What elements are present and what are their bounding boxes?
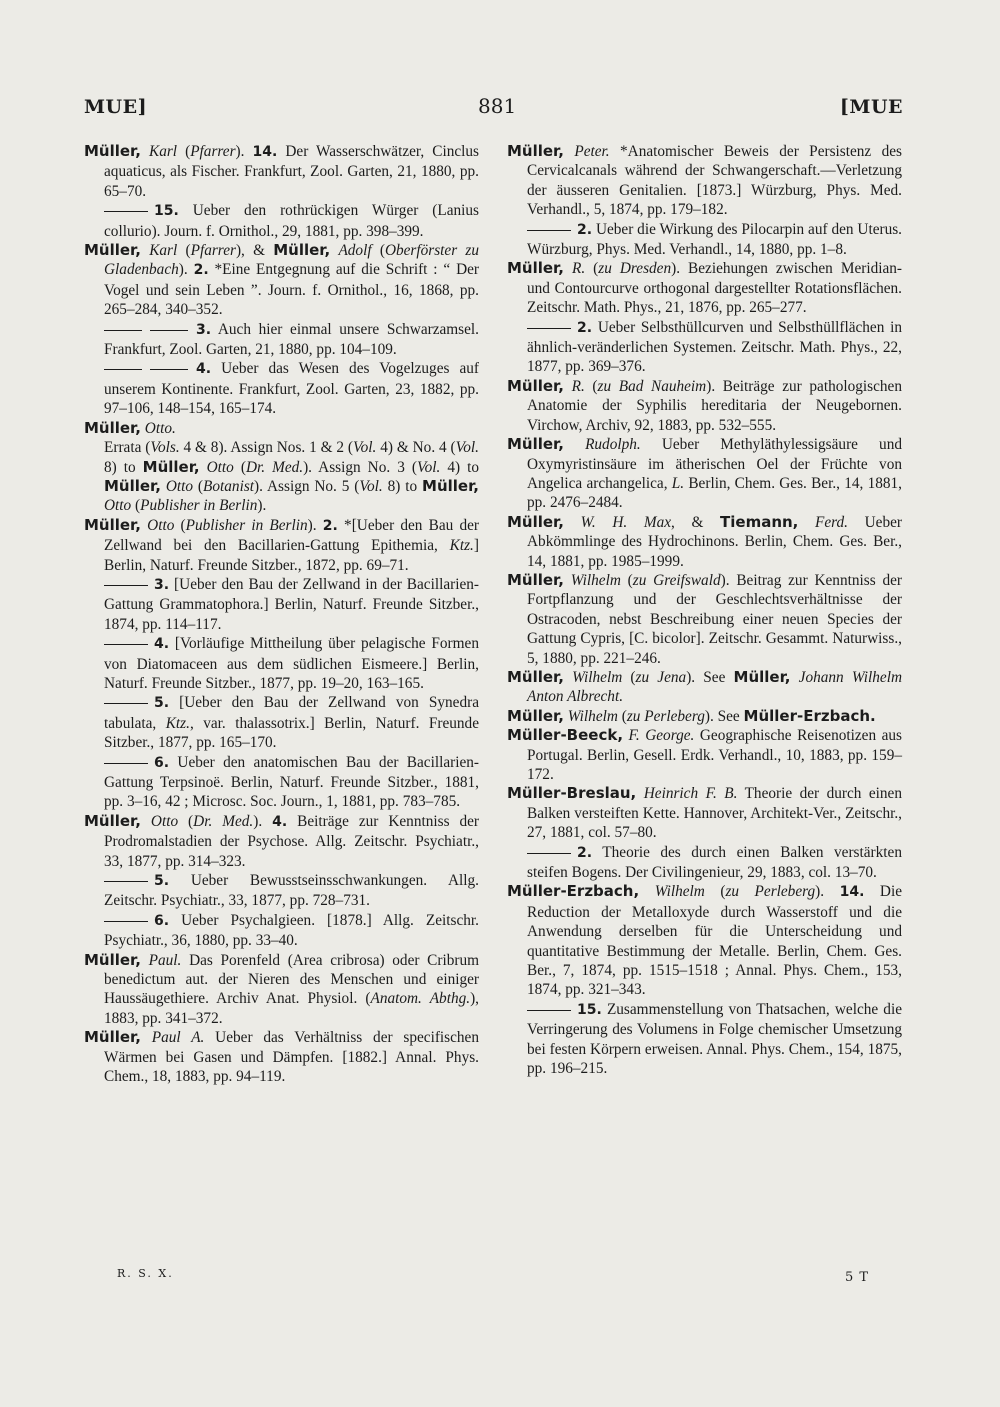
author-name: Müller, bbox=[507, 570, 564, 589]
entry-number: 5. bbox=[154, 873, 170, 890]
entry-text: Wilhelm (zu Greifswald). Beitrag zur Kenntniss der Fortpflanzung und der Geschlechtsverhältnisse der Ostracoden, nebst Beschreibung einer neuen Species der Gattung Cypris, [C. bicolor]. Zeitschr. Gesammt. Naturwiss., 5, 1880, pp. 221–246. bbox=[527, 571, 902, 667]
author-name: Müller, bbox=[84, 142, 141, 160]
entry-text: Ueber Psychalgieen. [1878.] Allg. Zeitschr. Psychiatr., 36, 1880, pp. 33–40. bbox=[104, 911, 479, 950]
author-name: Müller-Breslau, bbox=[507, 784, 637, 803]
author-name: Müller, bbox=[507, 512, 564, 531]
bibliography-entry bbox=[507, 707, 902, 726]
bibliography-subentry bbox=[84, 575, 479, 634]
entry-number: 4. bbox=[196, 361, 212, 378]
ditto-dash bbox=[527, 1010, 571, 1011]
author-name: Müller, bbox=[507, 259, 564, 278]
entry-text: Ueber die Wirkung des Pilocarpin auf den Uterus. Würzburg, Phys. Med. Verhandl., 14, 1880, pp. 1–8. bbox=[527, 220, 903, 259]
entry-text: Paul. Das Porenfeld (Area cribrosa) oder Cribrum benedictum aut. der Nieren des Menschen und einiger Haussäugethiere. Archiv Anat. Physiol. (Anatom. Abthg.), 1883, pp. 341–372. bbox=[104, 951, 479, 1027]
entry-number: 3. bbox=[154, 576, 170, 593]
entry-text: F. George. Geographische Reisenotizen aus Portugal. Berlin, Gesell. Erdk. Verhandl., 10, 1883, pp. 159–172. bbox=[527, 727, 902, 783]
bibliography-subentry bbox=[507, 318, 902, 377]
entry-number: 2. bbox=[577, 844, 593, 861]
bibliography-subentry bbox=[84, 634, 479, 693]
entry-text: Otto (Publisher in Berlin). 2. *[Ueber den Bau der Zellwand bei den Bacillarien-Gattung Epithemia, Ktz.] Berlin, Naturf. Freunde Sitzber., 1872, pp. 69–71. bbox=[104, 516, 480, 574]
entry-text: Wilhelm (zu Jena). See Müller, Johann Wilhelm Anton Albrecht. bbox=[527, 667, 902, 706]
bibliography-entry bbox=[507, 513, 902, 571]
author-name: Müller, bbox=[507, 376, 564, 395]
entry-text: Paul A. Ueber das Verhältniss der specifischen Wärmen bei Gasen und Dämpfen. [1882.] Annal. Phys. Chem., 18, 1883, pp. 94–119. bbox=[104, 1029, 479, 1086]
entry-text: Karl (Pfarrer), & Müller, Adolf (Oberförster zu Gladenbach). 2. *Eine Entgegnung auf die Schrift : “ Der Vogel und sein Leben ”. Journ. f. Ornithol., 16, 1868, pp. 265–284, 340–352. bbox=[104, 241, 480, 319]
running-head-left: MUE] bbox=[84, 96, 148, 118]
bibliography-subentry bbox=[84, 911, 479, 951]
entry-text: Ueber den anatomischen Bau der Bacillarien-Gattung Terpsinoë. Berlin, Naturf. Freunde Sitzber., 1881, pp. 3–16, 42 ; Microsc. Soc. Journ., 1, 1881, pp. 783–785. bbox=[104, 753, 479, 811]
bibliography-subentry bbox=[84, 753, 479, 812]
ditto-dash bbox=[150, 369, 188, 370]
entry-text: Auch hier einmal unsere Schwarzamsel. Frankfurt, Zool. Garten, 21, 1880, pp. 104–109. bbox=[104, 320, 480, 359]
bibliography-subentry bbox=[84, 871, 479, 911]
entry-number: 5. bbox=[154, 695, 170, 712]
entry-number: 15. bbox=[154, 203, 179, 220]
entry-text: Errata (Vols. 4 & 8). Assign Nos. 1 & 2 (Vol. 4) & No. 4 (Vol. 8) to Müller, Otto (Dr. Med.). Assign No. 3 (Vol. 4) to Müller, Otto (Botanist). Assign No. 5 (Vol. 8) to Müller, Otto (Publisher in Berlin). bbox=[104, 439, 479, 515]
bibliography-subentry bbox=[84, 693, 479, 752]
entry-text: R. (zu Dresden). Beziehungen zwischen Meridian- und Contourcurve orthogonal dargestellter Rotationsflächen. Zeitschr. Math. Phys., 21, 1876, pp. 265–277. bbox=[527, 260, 903, 317]
page-number: 881 bbox=[478, 94, 517, 118]
entry-number: 15. bbox=[577, 1001, 602, 1018]
entry-number: 2. bbox=[577, 319, 593, 336]
entry-text: Otto (Dr. Med.). 4. Beiträge zur Kenntniss der Prodromalstadien der Psychose. Allg. Zeitschr. Psychiatr., 33, 1877, pp. 314–323. bbox=[104, 812, 480, 870]
bibliography-entry bbox=[84, 142, 479, 201]
ditto-dash bbox=[527, 853, 571, 854]
entry-number: 3. bbox=[196, 321, 212, 338]
author-name: Müller, bbox=[84, 515, 141, 534]
entry-text: Wilhelm (zu Perleberg). 14. Die Reduction der Metalloxyde durch Wasserstoff und die Anwendung derselben für die Unterscheidung und quantitative Bestimmung der Metalle. Berlin, Chem. Ges. Ber., 7, 1874, pp. 1515–1518 ; Annal. Phys. Chem., 153, 1874, pp. 321–343. bbox=[527, 883, 903, 999]
entry-text: Peter. *Anatomischer Beweis der Persistenz des Cervicalcanals während der Schwangerschaft.—Verletzung der äusseren Genitalien. [1873.] Würzburg, Phys. Med. Verhandl., 5, 1874, pp. 179–182. bbox=[527, 143, 902, 219]
entry-text: [Ueber den Bau der Zellwand in der Bacillarien-Gattung Grammatophora.] Berlin, Naturf. Freunde Sitzber., 1874, pp. 114–117. bbox=[104, 575, 479, 633]
author-name: Müller, bbox=[507, 706, 564, 725]
entry-text: R. (zu Bad Nauheim). Beiträge zur pathologischen Anatomie der Syphilis hereditaria der Neugebornen. Virchow, Archiv, 92, 1883, pp. 532–555. bbox=[527, 377, 902, 434]
bibliography-subentry bbox=[507, 843, 902, 883]
author-name: Müller, bbox=[84, 950, 141, 969]
bibliography-entry bbox=[507, 571, 902, 668]
bibliography-entry bbox=[84, 812, 479, 871]
entry-text: Ueber den rothrückigen Würger (Lanius collurio). Journ. f. Ornithol., 29, 1881, pp. 398–399. bbox=[104, 202, 479, 240]
ditto-dash bbox=[104, 644, 148, 645]
entry-number: 4. bbox=[154, 636, 170, 653]
bibliography-entry bbox=[507, 142, 902, 220]
ditto-dash bbox=[104, 585, 148, 586]
bibliography-entry bbox=[507, 377, 902, 435]
entry-number: 6. bbox=[154, 754, 170, 771]
author-name: Müller, bbox=[507, 142, 564, 160]
author-name: Müller, bbox=[84, 241, 141, 260]
ditto-dash bbox=[104, 921, 148, 922]
bibliography-entry bbox=[507, 882, 902, 999]
ditto-dash bbox=[104, 881, 148, 882]
bibliography-subentry bbox=[84, 320, 479, 360]
entry-text: Karl (Pfarrer). 14. Der Wasserschwätzer, Cinclus aquaticus, als Fischer. Frankfurt, Zool. Garten, 21, 1880, pp. 65–70. bbox=[104, 143, 479, 200]
bibliography-entry bbox=[507, 726, 902, 784]
ditto-dash bbox=[104, 703, 148, 704]
bibliography-entry bbox=[84, 951, 479, 1029]
ditto-dash bbox=[104, 211, 148, 212]
entry-text: Rudolph. Ueber Methyläthylessigsäure und Oxymyristinsäure im ätherischen Oel der Früchte von Angelica archangelica, L. Berlin, Chem. Ges. Ber., 14, 1881, pp. 2476–2484. bbox=[527, 436, 902, 512]
ditto-dash bbox=[104, 330, 142, 331]
gathering-code: 5 T bbox=[845, 1270, 870, 1285]
bibliography-entry bbox=[507, 435, 902, 513]
entry-text: Ueber Bewusstseinsschwankungen. Allg. Zeitschr. Psychiatr., 33, 1877, pp. 728–731. bbox=[104, 872, 479, 910]
ditto-dash bbox=[104, 369, 142, 370]
author-name: Müller, bbox=[84, 811, 141, 830]
entry-text: Wilhelm (zu Perleberg). See Müller-Erzbach. bbox=[567, 706, 876, 725]
author-name: Müller, bbox=[507, 667, 564, 686]
entry-number: 6. bbox=[154, 912, 170, 929]
entry-text: Theorie des durch einen Balken verstärkten steifen Bogens. Der Civilingenieur, 29, 1883, col. 13–70. bbox=[527, 843, 902, 882]
entry-text: Heinrich F. B. Theorie der durch einen Balken versteiften Kette. Hannover, Architekt-Ver., Zeitschr., 27, 1881, col. 57–80. bbox=[527, 785, 902, 842]
bibliography-subentry bbox=[84, 201, 479, 241]
bibliography-entry bbox=[507, 668, 902, 707]
entry-text: Otto. bbox=[144, 419, 176, 437]
right-column bbox=[507, 142, 902, 1079]
bibliography-subentry bbox=[84, 359, 479, 418]
author-name: Müller-Beeck, bbox=[507, 726, 624, 745]
bibliography-subentry bbox=[507, 1000, 902, 1079]
bibliography-entry bbox=[84, 1028, 479, 1086]
bibliography-subentry bbox=[84, 438, 479, 516]
ditto-dash bbox=[527, 230, 571, 231]
running-head-right: [MUE bbox=[839, 96, 903, 118]
ditto-dash bbox=[150, 330, 188, 331]
entry-text: Zusammenstellung von Thatsachen, welche die Verringerung des Volumens in Folge chemischer Umsetzung bei festen Körpern erweisen. Annal. Phys. Chem., 154, 1875, pp. 196–215. bbox=[527, 1000, 902, 1078]
left-column bbox=[84, 142, 479, 1087]
author-name: Müller, bbox=[84, 418, 141, 437]
author-name: Müller-Erzbach, bbox=[507, 882, 640, 901]
bibliography-entry bbox=[507, 259, 902, 317]
entry-text: [Vorläufige Mittheilung über pelagische Formen von Diatomaceen aus dem südlichen Eismeere.] Berlin, Naturf. Freunde Sitzber., 1877, pp. 19–20, 163–165. bbox=[104, 635, 479, 692]
author-name: Müller, bbox=[84, 1028, 141, 1047]
bibliography-subentry bbox=[507, 220, 902, 260]
entry-text: W. H. Max, & Tiemann, Ferd. Ueber Abkömmlinge des Hydrochinons. Berlin, Chem. Ges. Ber., 14, 1881, pp. 1985–1999. bbox=[527, 512, 902, 570]
ditto-dash bbox=[104, 763, 148, 764]
bibliography-entry bbox=[84, 241, 479, 320]
entry-text: Ueber das Wesen des Vogelzuges auf unserem Kontinente. Frankfurt, Zool. Garten, 23, 1882, pp. 97–106, 148–154, 165–174. bbox=[104, 360, 479, 418]
signature-mark: R. S. X. bbox=[117, 1267, 174, 1280]
bibliography-entry bbox=[84, 419, 479, 438]
entry-number: 2. bbox=[577, 221, 593, 238]
ditto-dash bbox=[527, 328, 571, 329]
author-name: Müller, bbox=[507, 435, 564, 454]
bibliography-entry bbox=[84, 516, 479, 575]
entry-text: Ueber Selbsthüllcurven und Selbsthüllflächen in ähnlich-veränderlichen Systemen. Zeitschr. Math. Phys., 22, 1877, pp. 369–376. bbox=[527, 318, 903, 376]
entry-text: [Ueber den Bau der Zellwand von Synedra tabulata, Ktz., var. thalassotrix.] Berlin, Naturf. Freunde Sitzber., 1877, pp. 165–170. bbox=[104, 694, 479, 752]
bibliography-entry bbox=[507, 784, 902, 842]
